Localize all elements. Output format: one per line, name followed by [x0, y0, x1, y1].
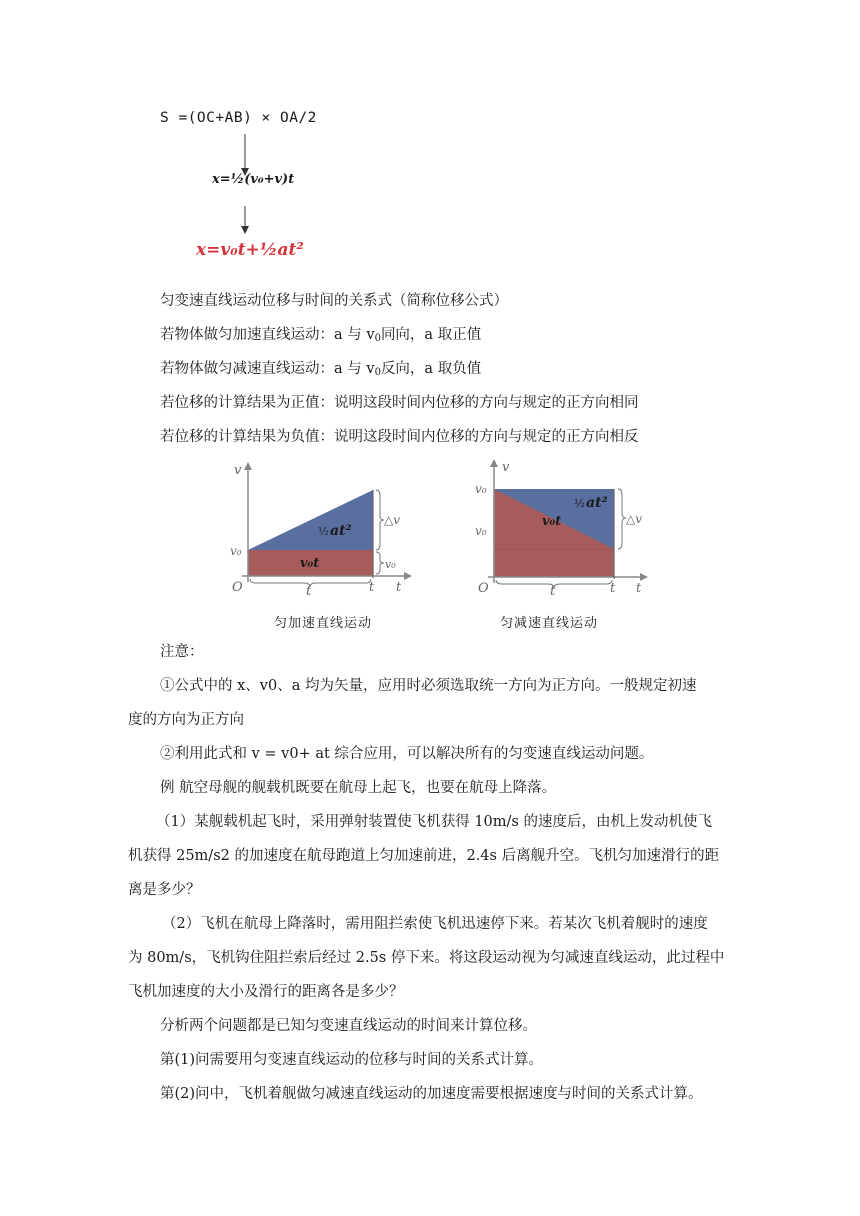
label-t-span: t	[306, 584, 312, 595]
analysis-line-1: 分析两个问题都是已知匀变速直线运动的时间来计算位移。	[160, 1018, 537, 1034]
formula-trapezoid-area: S =(OC+AB) × OA/2	[160, 110, 317, 126]
intro-line-3: 若位移的计算结果为正值：说明这段时间内位移的方向与规定的正方向相同	[160, 395, 639, 411]
label-t-axis: t	[636, 581, 642, 595]
label-at2: at²	[330, 523, 352, 539]
question-2-line-2: 为 80m/s，飞机钩住阻拦索后经过 2.5s 停下来。将这段运动视为匀减速直线运动，此过程中	[128, 950, 725, 966]
label-half: ½	[318, 525, 329, 538]
label-half: ½	[574, 497, 585, 510]
intro-line-2-b: 反向，a 取负值	[380, 361, 482, 377]
label-t-end: t	[369, 580, 375, 595]
question-2-line-1: （2）飞机在航母上降落时，需用阻拦索使飞机迅速停下来。若某次飞机着舰时的速度	[162, 916, 708, 932]
formula-average-velocity	[212, 172, 294, 187]
formula-average-velocity-text: x=½(v₀+v)t	[212, 172, 295, 187]
graph-accelerated	[228, 460, 418, 595]
brace-dv	[618, 489, 626, 549]
note-1-line-1: ①公式中的 x、v0、a 均为矢量，应用时必须选取统一方向为正方向。一般规定初速	[160, 678, 697, 694]
notes-heading: 注意：	[160, 644, 204, 660]
question-1-line-3: 离是多少？	[128, 882, 201, 898]
label-v0: v₀	[230, 544, 242, 558]
subscript-zero: 0	[374, 333, 381, 344]
intro-title: 匀变速直线运动位移与时间的关系式（简称位移公式）	[160, 293, 508, 309]
intro-line-1-b: 同向，a 取正值	[380, 327, 482, 343]
analysis-line-3: 第(2)问中，飞机着舰做匀减速直线运动的加速度需要根据速度与时间的关系式计算。	[160, 1086, 703, 1102]
triangle-region	[248, 490, 373, 550]
analysis-line-2: 第(1)问需要用匀变速直线运动的位移与时间的关系式计算。	[160, 1052, 544, 1068]
label-dv: △v	[626, 512, 643, 526]
formula-displacement	[196, 240, 304, 260]
label-t-end: t	[610, 581, 616, 595]
intro-line-1	[160, 325, 481, 345]
label-v0t: v₀t	[542, 514, 562, 529]
label-v0t: v₀t	[300, 556, 320, 571]
intro-line-1-a: 若物体做匀加速直线运动：a 与 v	[160, 327, 375, 343]
label-v0-top: v₀	[475, 482, 487, 496]
label-v0-mid: v₀	[475, 524, 487, 538]
label-at2: at²	[586, 495, 608, 511]
subscript-zero: 0	[374, 367, 381, 378]
caption-accelerated: 匀加速直线运动	[274, 616, 373, 631]
label-t-axis: t	[396, 580, 402, 595]
note-2: ②利用此式和 v = v0+ at 综合应用，可以解决所有的匀变速直线运动问题。	[160, 746, 654, 762]
label-t-span: t	[550, 584, 556, 595]
question-2-line-3: 飞机加速度的大小及滑行的距离各是多少？	[128, 984, 404, 1000]
label-origin: O	[478, 581, 489, 595]
question-1-line-2: 机获得 25m/s2 的加速度在航母跑道上匀加速前进，2.4s 后离舰升空。飞机匀加速滑行的距	[128, 848, 720, 864]
label-v0-right: v₀	[385, 558, 396, 571]
intro-line-2	[160, 359, 481, 379]
brace-dv	[376, 490, 384, 550]
caption-decelerated: 匀减速直线运动	[500, 616, 599, 631]
graph-decelerated	[470, 455, 660, 595]
note-1-line-2: 度的方向为正方向	[128, 712, 244, 728]
example-intro: 例 航空母舰的舰载机既要在航母上起飞，也要在航母上降落。	[160, 780, 557, 796]
intro-line-2-a: 若物体做匀减速直线运动：a 与 v	[160, 361, 375, 377]
intro-line-4: 若位移的计算结果为负值：说明这段时间内位移的方向与规定的正方向相反	[160, 429, 639, 445]
label-dv: △v	[384, 513, 401, 527]
brace-v0	[376, 552, 384, 574]
formula-displacement-text: x=v₀t+½at²	[196, 240, 304, 260]
label-v: v	[234, 463, 242, 478]
label-origin: O	[232, 580, 243, 595]
question-1-line-1: （1）某舰载机起飞时，采用弹射装置使飞机获得 10m/s 的速度后，由机上发动机使飞	[156, 814, 712, 830]
label-v: v	[502, 460, 510, 475]
